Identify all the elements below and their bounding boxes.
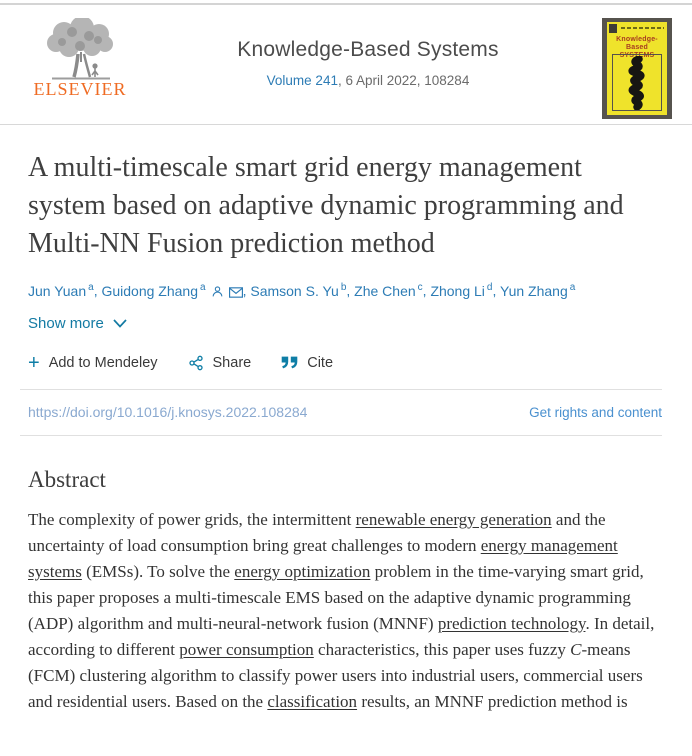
cover-logo-icon (609, 24, 617, 33)
doi-row (28, 404, 662, 420)
cite-quotes-icon (281, 356, 298, 369)
elsevier-wordmark: ELSEVIER (33, 79, 127, 99)
article-main (0, 149, 692, 715)
cite-button[interactable] (281, 355, 333, 371)
add-to-mendeley-label: Add to Mendeley (48, 354, 158, 371)
journal-title-link[interactable]: Knowledge-Based Systems (237, 38, 499, 61)
author-list: Jun Yuan $^a$, Guidong Zhang $^a$ , Samson S. Yu $^b$, Zhe Chen $^c$, Zhong Li $^d$, Yun Zhang $^a$ (28, 282, 576, 299)
abstract-paragraph (28, 507, 662, 715)
issue-date-text: , 6 April 2022, 108284 (337, 73, 470, 88)
abstract-text-run: characteristics, this paper uses fuzzy (313, 639, 571, 659)
author-link[interactable]: Zhe Chen $^c$ (354, 282, 423, 299)
share-label: Share (212, 354, 252, 371)
abstract-term-link[interactable]: energy management systems (28, 535, 618, 581)
abstract-text-run: The complexity of power grids, the intermittent (28, 509, 356, 529)
volume-link[interactable]: Volume 241 (266, 73, 338, 88)
divider-above-abstract (20, 435, 662, 436)
header-divider (0, 124, 692, 125)
author-link[interactable]: Samson S. Yu $^b$ (250, 282, 347, 299)
get-rights-link[interactable]: Get rights and content (529, 404, 662, 420)
author-link[interactable]: Jun Yuan $^a$ (28, 282, 94, 299)
abstract-term-link[interactable]: prediction technology (437, 613, 586, 633)
show-more-button[interactable] (28, 315, 127, 332)
journal-cover-thumbnail[interactable] (602, 18, 672, 119)
abstract-text-run: and the uncertainty of load consumption bring great challenges to modern (28, 509, 606, 555)
action-bar (28, 351, 662, 374)
article-title: A multi-timescale smart grid energy management system based on adaptive dynamic programming and Multi-NN Fusion prediction method (28, 152, 624, 259)
abstract-text-run: -means (FCM) clustering algorithm to classify power users into industrial users, commercial users and residential users. Based on the (28, 639, 643, 711)
share-button[interactable] (188, 355, 252, 371)
author-link[interactable]: Guidong Zhang $^a$ (101, 283, 242, 299)
abstract-text-run: (EMSs). To solve the (81, 561, 235, 581)
doi-link[interactable]: https://doi.org/10.1016/j.knosys.2022.108284 (28, 403, 308, 420)
abstract-term-link[interactable]: renewable energy generation (355, 509, 552, 529)
elsevier-logo[interactable] (26, 18, 134, 100)
show-more-label: Show more (28, 314, 104, 332)
share-icon (188, 355, 204, 371)
abstract-heading: Abstract (28, 466, 106, 492)
abstract-term-link[interactable]: energy optimization (234, 561, 371, 581)
abstract-text-run: results, an MNNF prediction method is (357, 691, 628, 711)
add-to-mendeley-button[interactable] (28, 351, 158, 374)
cover-title: Knowledge-Based SYSTEMS (616, 36, 658, 59)
abstract-term-link[interactable]: classification (267, 691, 358, 711)
abstract-term-link[interactable]: power consumption (179, 639, 314, 659)
abstract-text-run: . In detail, according to different (28, 613, 655, 659)
cover-artwork-frame (612, 54, 662, 111)
cover-ribbon-art-icon (617, 56, 657, 110)
journal-header (0, 5, 692, 124)
author-link[interactable]: Yun Zhang $^a$ (500, 282, 576, 299)
abstract-text-run: problem in the time-varying smart grid, this paper proposes a multi-timescale EMS based on the adaptive dynamic programming (ADP) algorithm and multi-neural-network fusion (MNNF) (28, 561, 644, 633)
author-profile-icon (211, 285, 224, 298)
elsevier-tree-icon (32, 18, 128, 82)
chevron-down-icon (113, 319, 127, 328)
cite-label: Cite (307, 354, 334, 371)
volume-line (134, 73, 602, 88)
plus-icon: + (28, 351, 40, 374)
corresponding-author-email-icon (229, 287, 243, 298)
cover-top-text-decoration (621, 27, 664, 29)
divider-above-doi (20, 389, 662, 390)
author-link[interactable]: Zhong Li $^d$ (430, 282, 493, 299)
abstract-italic-text: C (570, 639, 582, 659)
